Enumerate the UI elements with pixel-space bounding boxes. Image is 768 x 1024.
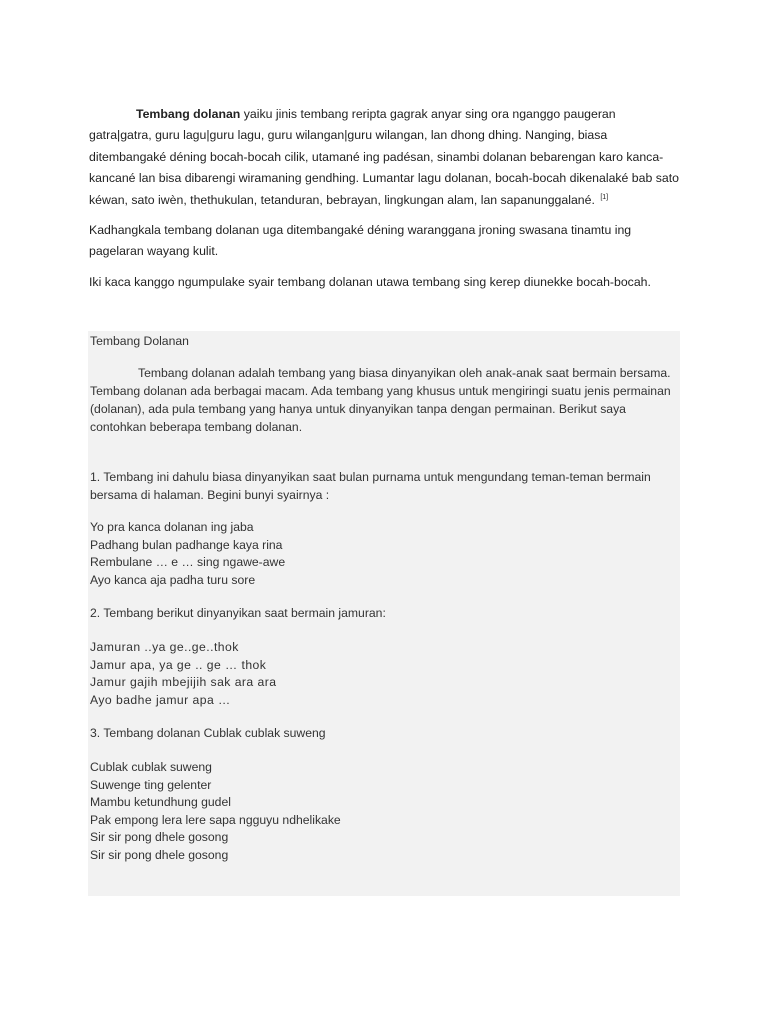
lyric-line: Jamur apa, ya ge .. ge … thok <box>90 657 267 672</box>
song-1-description: 1. Tembang ini dahulu biasa dinyanyikan saat bulan purnama untuk mengundang teman-teman bermain bersama di halaman. Begini bunyi syairnya : <box>90 470 651 502</box>
lyric-line: Ayo badhe jamur apa … <box>90 692 231 707</box>
song-1-lyrics <box>90 519 285 589</box>
lyric-line: Suwenge ting gelenter <box>90 777 212 792</box>
lyric-line: Yo pra kanca dolanan ing jaba <box>90 520 254 534</box>
song-3-description: 3. Tembang dolanan Cublak cublak suweng <box>90 726 326 740</box>
intro-paragraph-3: Iki kaca kanggo ngumpulake syair tembang dolanan utawa tembang sing kerep diunekke bocah-bocah. <box>89 274 651 289</box>
lyric-line: Pak empong lera lere sapa ngguyu ndhelikake <box>90 812 341 827</box>
box-intro-text: Tembang dolanan adalah tembang yang biasa dinyanyikan oleh anak-anak saat bermain bersama. Tembang dolanan ada berbagai macam. Ada tembang yang khusus untuk mengiringi suatu jenis permainan (dolanan), ada pula tembang yang hanya untuk dinyanyikan tanpa dengan permainan. Berikut saya contohkan beberapa tembang dolanan. <box>90 366 671 434</box>
lyric-line: Sir sir pong dhele gosong <box>90 830 229 845</box>
lyric-line: Padhang bulan padhange kaya rina <box>90 537 283 552</box>
song-2-description: 2. Tembang berikut dinyanyikan saat bermain jamuran: <box>90 606 386 620</box>
reference-marker[interactable]: [1] <box>600 193 609 201</box>
intro-term: Tembang dolanan <box>136 107 241 121</box>
song-2-lyrics <box>90 639 276 709</box>
lyric-line: Ayo kanca aja padha turu sore <box>90 572 256 587</box>
lyric-line: Jamur gajih mbejijih sak ara ara <box>90 675 277 690</box>
lyric-line: Cublak cublak suweng <box>90 760 212 774</box>
intro-paragraph-2: Kadhangkala tembang dolanan uga ditembangaké déning waranggana jroning swasana tinamtu ing pagelaran wayang kulit. <box>89 223 632 259</box>
lyric-line: Rembulane … e … sing ngawe-awe <box>90 555 286 570</box>
intro-paragraph-1-text: yaiku jinis tembang reripta gagrak anyar sing ora nganggo paugeran gatra|gatra, guru lagu|guru lagu, guru wilangan|guru wilangan, lan dhong dhing. Nanging, biasa ditembangaké déning bocah-bocah cilik, utamané ing padésan, sinambi dolanan bebarengan karo kanca-kancané lan bisa dibarengi wiramaning gendhing. Lumantar lagu dolanan, bocah-bocah dikenalaké bab sato kéwan, sato iwèn, thethukulan, tetanduran, bebrayan, lingkungan alam, lan sapanunggalané. <box>89 107 679 207</box>
intro-paragraph-1 <box>89 104 679 211</box>
lyric-line: Mambu ketundhung gudel <box>90 795 231 810</box>
lyric-line: Jamuran ..ya ge..ge..thok <box>90 640 239 654</box>
song-3-lyrics <box>90 759 341 865</box>
intro-section <box>89 104 679 302</box>
box-intro-paragraph <box>90 364 680 436</box>
lyric-line: Sir sir pong dhele gosong <box>90 847 229 862</box>
box-title: Tembang Dolanan <box>90 334 189 348</box>
